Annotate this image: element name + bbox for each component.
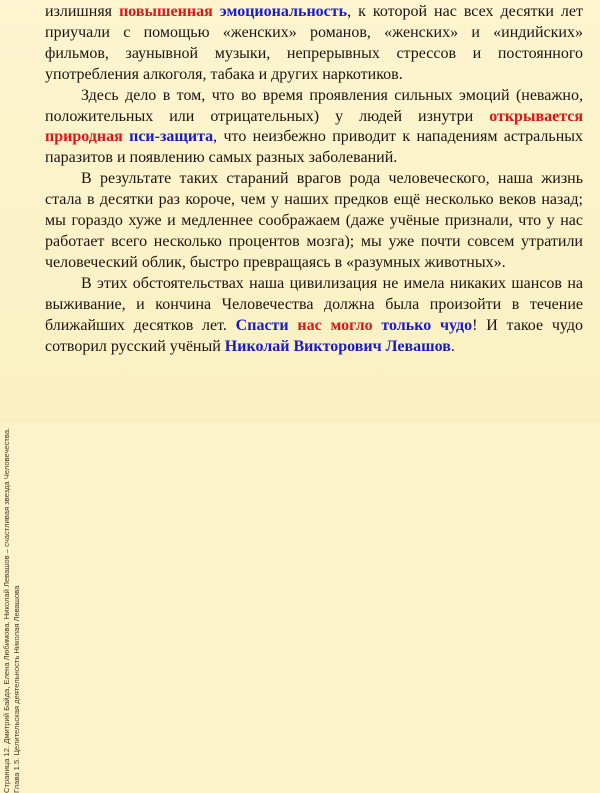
text-run: излишняя bbox=[45, 3, 120, 20]
text-run: В результате таких стараний врагов рода человеческого, наша жизнь стала в десятки раз короче, чем у наших предков ещё несколько веков назад; мы гораздо хуже и медленнее соображаем (даже учёные признали, что у нас работает всего несколько процентов мозга); мы уже почти совсем утратили человеческий облик, быстро превращаясь в «разумных животных». bbox=[45, 170, 583, 271]
text-run bbox=[213, 3, 220, 20]
highlighted-text: нас могло bbox=[297, 316, 373, 334]
side-caption-line-2: Глава 1.5. Целительская деятельность Николая Левашова bbox=[12, 585, 21, 793]
highlighted-text: Николай Викторович Левашов bbox=[224, 337, 451, 355]
text-run: Здесь дело в том, что во время проявления сильных эмоций (неважно, положительных или отрицательных) у людей изнутри bbox=[45, 86, 583, 125]
highlighted-text: пси-защита bbox=[129, 128, 214, 146]
text-run: , что неизбежно приводит к нападениям астральных паразитов и появлению самых разных заболеваний. bbox=[45, 128, 584, 167]
highlighted-text: повышенная bbox=[119, 3, 213, 20]
text-run: . bbox=[450, 337, 455, 355]
paragraph bbox=[45, 2, 583, 86]
side-caption bbox=[2, 0, 42, 793]
highlighted-text: только чудо bbox=[381, 316, 473, 334]
paragraph bbox=[45, 274, 583, 358]
paragraph bbox=[45, 86, 583, 170]
highlighted-text: эмоциональность bbox=[219, 3, 348, 20]
highlighted-text: открывается природная bbox=[45, 107, 583, 146]
highlighted-text: Спасти bbox=[235, 316, 289, 334]
text-run: В этих обстоятельствах наша цивилизация не имела никаких шансов на выживание, и кончина Человечества должна была произойти в течение ближайших десятков лет. bbox=[45, 274, 583, 334]
text-run: ! И такое чудо сотворил русский учёный bbox=[45, 316, 584, 355]
paragraph bbox=[45, 169, 583, 274]
side-caption-line-1: Страница 12. Дмитрий Байда, Елена Любимова. Николай Левашов – счастливая звезда Человечества. bbox=[2, 427, 11, 793]
text-run: , к которой нас всех десятки лет приучали с помощью «женских» романов, «женских» и «индийских» фильмов, заунывной музыки, непрерывных стрессов и постоянного употребления алкоголя, табака и других наркотиков. bbox=[45, 3, 584, 83]
page-body bbox=[45, 2, 583, 357]
